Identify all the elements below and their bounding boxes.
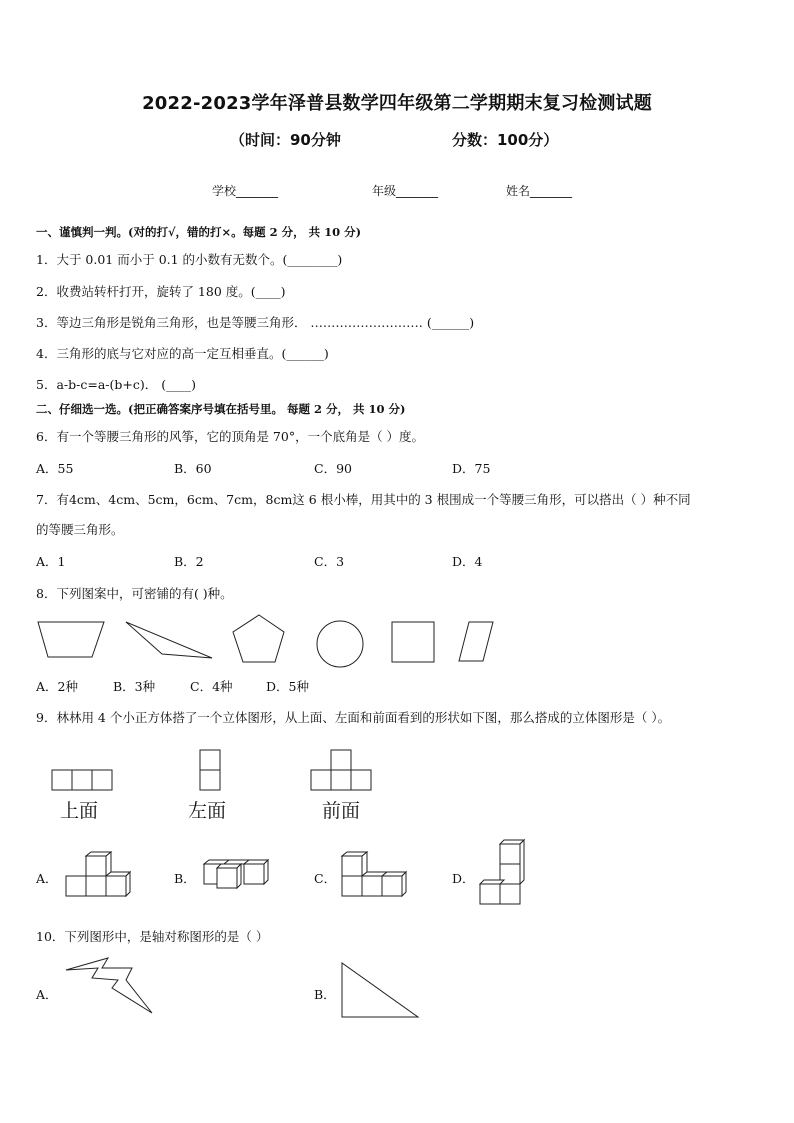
q6-option-a[interactable]: A．55 (36, 461, 74, 476)
question-5: 5．a-b-c=a-(b+c)． (____) (36, 377, 196, 392)
q10-option-a[interactable]: A． (36, 987, 58, 1002)
q7-option-b[interactable]: B．2 (174, 554, 204, 569)
question-3: 3．等边三角形是锐角三角形，也是等腰三角形． ……………………… (______) (36, 315, 475, 330)
front-view-label: 前面 (322, 800, 361, 822)
q8-option-d[interactable]: D．5种 (266, 679, 309, 694)
obtuse-triangle-shape (126, 622, 212, 658)
question-7-line2: 的等腰三角形。 (36, 522, 124, 537)
q7-option-c[interactable]: C．3 (314, 554, 345, 569)
section1-heading: 一、谨慎判一判。(对的打√，错的打×。每题 2 分， 共 10 分) (36, 225, 362, 239)
question-6: 6．有一个等腰三角形的风筝，它的顶角是 70°，一个底角是（ ）度。 (36, 429, 425, 444)
q8-option-b[interactable]: B．3种 (113, 679, 156, 694)
q9-option-c[interactable]: C． (314, 871, 337, 886)
score-label: 分数：100分） (452, 131, 559, 149)
q10-option-b[interactable]: B． (314, 987, 336, 1002)
q8-option-a[interactable]: A．2种 (36, 679, 78, 694)
question-1: 1．大于 0.01 而小于 0.1 的小数有无数个。(________) (36, 252, 343, 267)
q6-option-d[interactable]: D．75 (452, 461, 491, 476)
q8-shapes-figure (36, 615, 316, 670)
q9-option-a-figure (66, 854, 131, 899)
q9-option-b-figure (204, 860, 269, 890)
q9-option-a[interactable]: A． (36, 871, 58, 886)
trapezoid-shape (38, 622, 104, 657)
time-label: （时间：90分钟 (230, 131, 341, 149)
left-view-label: 左面 (188, 800, 227, 822)
grade-field[interactable]: 年级_______ (372, 184, 439, 198)
q9-option-c-figure (342, 854, 407, 899)
parallelogram-shape (459, 622, 493, 661)
name-field[interactable]: 姓名_______ (506, 184, 573, 198)
q7-option-a[interactable]: A．1 (36, 554, 66, 569)
top-view-label: 上面 (60, 800, 99, 822)
page-title: 2022-2023学年泽普县数学四年级第二学期期末复习检测试题 (142, 93, 652, 114)
question-8: 8．下列图案中，可密铺的有( )种。 (36, 586, 233, 601)
q7-option-d[interactable]: D．4 (452, 554, 483, 569)
question-10: 10．下列图形中，是轴对称图形的是（ ） (36, 929, 269, 944)
top-view (52, 770, 112, 790)
q9-option-d-figure (480, 844, 525, 906)
q9-option-d[interactable]: D． (452, 871, 475, 886)
question-7-line1: 7．有4cm、4cm、5cm，6cm、7cm，8cm这 6 根小棒，用其中的 3 根围成一个等腰三角形，可以搭出（ ）种不同 (36, 492, 691, 507)
q6-option-c[interactable]: C．90 (314, 461, 352, 476)
question-4: 4．三角形的底与它对应的高一定互相垂直。(______) (36, 346, 329, 361)
q9-option-b[interactable]: B． (174, 871, 196, 886)
square-shape (392, 622, 434, 662)
q8-option-c[interactable]: C．4种 (190, 679, 233, 694)
right-triangle-shape (340, 963, 422, 1021)
question-9: 9．林林用 4 个小正方体搭了一个立体图形，从上面、左面和前面看到的形状如下图，那么搭成的立体图形是（ ）。 (36, 710, 671, 725)
q6-option-b[interactable]: B．60 (174, 461, 212, 476)
school-field[interactable]: 学校_______ (212, 184, 279, 198)
lightning-bolt-shape (62, 958, 157, 1018)
circle-shape (317, 621, 363, 667)
left-view (200, 750, 220, 790)
front-view (311, 750, 371, 790)
pentagon-shape (233, 615, 284, 662)
question-2: 2．收费站转杆打开，旋转了 180 度。(____) (36, 284, 286, 299)
q9-views-figure (50, 748, 370, 793)
section2-heading: 二、仔细选一选。(把正确答案序号填在括号里。 每题 2 分， 共 10 分) (36, 402, 406, 416)
